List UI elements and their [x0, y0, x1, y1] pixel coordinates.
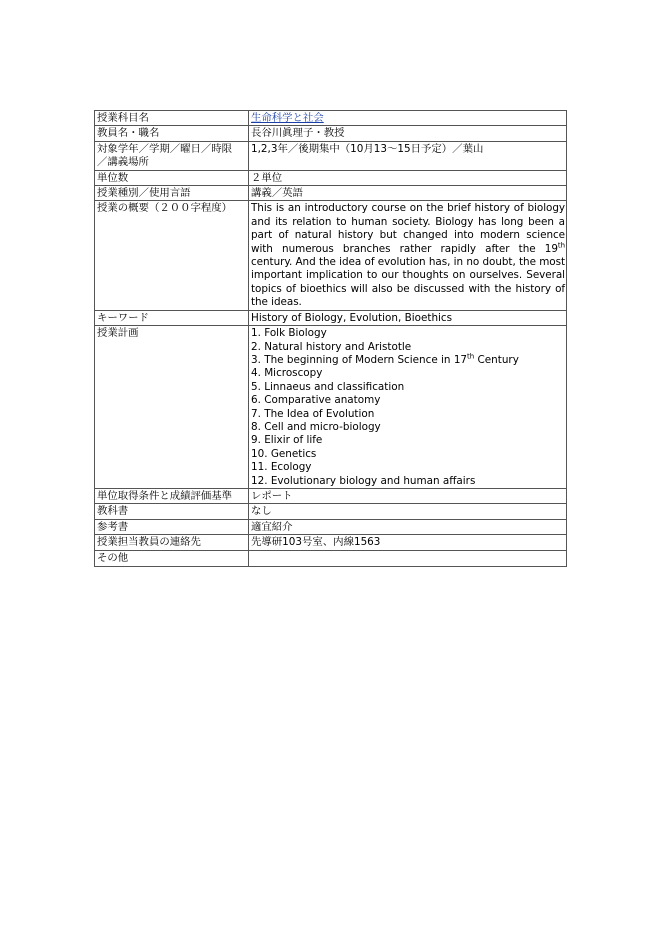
overview-text-part2: century. And the idea of evolution has, in no doubt, the most important implication to our thoughts on ourselves. Several topics of bioethics will also be discussed with the history of the ideas. — [251, 256, 565, 309]
table-row — [95, 170, 567, 185]
contact-label: 授業担当教員の連絡先 — [95, 535, 249, 550]
type-language-value: 講義／英語 — [249, 186, 567, 201]
plan-list — [251, 327, 565, 488]
list-item: 8. Cell and micro-biology — [251, 420, 381, 433]
list-item: 12. Evolutionary biology and human affairs — [251, 474, 476, 487]
list-item: 11. Ecology — [251, 461, 312, 474]
instructor-label: 教員名・職名 — [95, 126, 249, 141]
table-row — [95, 519, 567, 534]
table-row — [95, 126, 567, 141]
overview-superscript: th — [557, 241, 565, 250]
list-item: 10. Genetics — [251, 447, 317, 460]
syllabus-table — [94, 110, 567, 567]
list-item: 2. Natural history and Aristotle — [251, 340, 412, 353]
textbook-label: 教科書 — [95, 504, 249, 519]
schedule-label — [95, 141, 249, 170]
references-value: 適宜紹介 — [249, 519, 567, 534]
table-row — [95, 535, 567, 550]
overview-label: 授業の概要（２００字程度） — [95, 201, 249, 310]
schedule-value: 1,2,3年／後期集中（10月13〜15日予定）／葉山 — [249, 141, 567, 170]
course-name-link[interactable] — [249, 111, 567, 126]
references-label: 参考書 — [95, 519, 249, 534]
list-item: 4. Microscopy — [251, 367, 323, 380]
grading-label: 単位取得条件と成績評価基準 — [95, 488, 249, 503]
plan-list-cell — [249, 326, 567, 489]
list-item: 9. Elixir of life — [251, 434, 323, 447]
list-item: 6. Comparative anatomy — [251, 394, 381, 407]
table-row — [95, 141, 567, 170]
instructor-value: 長谷川眞理子・教授 — [249, 126, 567, 141]
credits-label: 単位数 — [95, 170, 249, 185]
overview-text — [249, 201, 567, 310]
course-name-value[interactable]: 生命科学と社会 — [251, 112, 324, 124]
table-row — [95, 326, 567, 489]
plan-label: 授業計画 — [95, 326, 249, 489]
table-row — [95, 550, 567, 566]
table-row — [95, 186, 567, 201]
table-row — [95, 488, 567, 503]
schedule-label-line2: ／講義場所 — [97, 156, 149, 169]
table-row — [95, 201, 567, 310]
keywords-value: History of Biology, Evolution, Bioethics — [249, 310, 567, 325]
keywords-label: キーワード — [95, 310, 249, 325]
textbook-value: なし — [249, 504, 567, 519]
course-name-label: 授業科目名 — [95, 111, 249, 126]
table-row — [95, 310, 567, 325]
list-item: 7. The Idea of Evolution — [251, 407, 375, 420]
other-value — [249, 550, 567, 566]
type-language-label: 授業種別／使用言語 — [95, 186, 249, 201]
list-item-text: 3. The beginning of Modern Science in 17 — [251, 353, 468, 366]
table-row — [95, 504, 567, 519]
credits-value: ２単位 — [249, 170, 567, 185]
other-label: その他 — [95, 550, 249, 566]
list-item — [251, 354, 565, 367]
overview-text-part1: This is an introductory course on the brief history of biology and its relation to human society. Biology has long been a part of natural history but changed into modern science with numerous branches rather rapidly after the 19 — [251, 202, 565, 255]
list-item-superscript: th — [467, 352, 475, 361]
table-row — [95, 111, 567, 126]
list-item: 5. Linnaeus and classification — [251, 380, 405, 393]
contact-value: 先導研103号室、内線1563 — [249, 535, 567, 550]
schedule-label-line1: 対象学年／学期／曜日／時限 — [97, 142, 233, 155]
grading-value: レポート — [249, 488, 567, 503]
list-item-text-end: Century — [474, 353, 519, 366]
list-item: 1. Folk Biology — [251, 327, 327, 340]
